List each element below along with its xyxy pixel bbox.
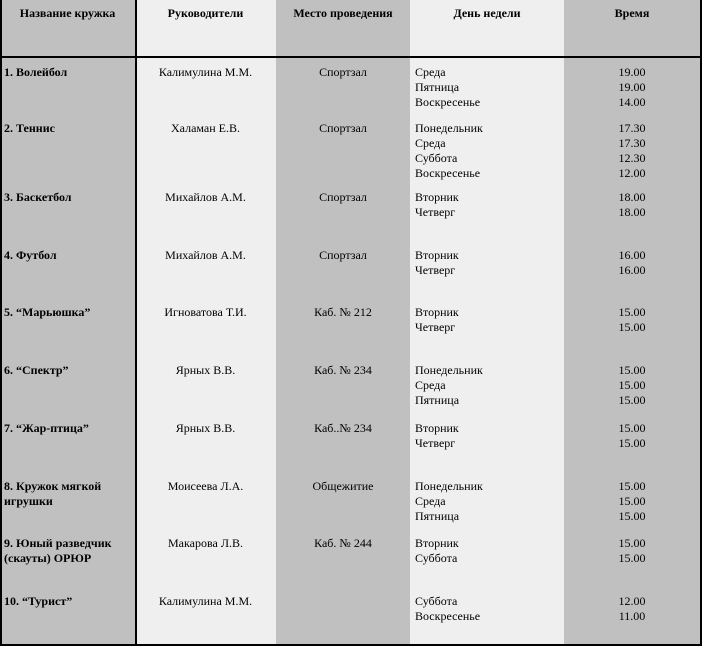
club-place: Спортзал	[319, 65, 367, 79]
club-name: 10. “Турист”	[4, 594, 73, 608]
club-place: Каб. № 244	[314, 536, 372, 550]
club-days: Суббота Воскресенье	[415, 594, 481, 623]
club-place: Каб. № 234	[314, 363, 372, 377]
club-leader: Калимулина М.М.	[158, 65, 253, 79]
club-leader: Михайлов А.М.	[165, 190, 246, 204]
header-leader: Руководители	[167, 6, 244, 20]
club-times: 15.00 15.00 15.00	[618, 363, 646, 407]
club-name: 9. Юный разведчик (скауты) ОРЮР	[4, 536, 112, 565]
club-leader: Игноватова Т.И.	[164, 305, 247, 319]
club-days: Понедельник Среда Суббота Воскресенье	[415, 121, 483, 180]
club-name: 2. Теннис	[4, 121, 55, 135]
club-days: Вторник Четверг	[415, 190, 459, 219]
club-leader: Макарова Л.В.	[168, 536, 243, 550]
club-place: Каб..№ 234	[314, 421, 372, 435]
header-day: День недели	[453, 6, 521, 20]
club-name: 3. Баскетбол	[4, 190, 72, 204]
club-name: 6. “Спектр”	[4, 363, 69, 377]
club-leader: Калимулина М.М.	[158, 594, 253, 608]
club-days: Вторник Четверг	[415, 421, 459, 450]
header-time: Время	[614, 6, 650, 20]
club-times: 17.30 17.30 12.30 12.00	[618, 121, 646, 180]
club-times: 12.00 11.00	[618, 594, 646, 623]
club-days: Среда Пятница Воскресенье	[415, 65, 481, 109]
club-times: 15.00 15.00	[618, 305, 646, 334]
club-place: Спортзал	[319, 248, 367, 262]
club-leader: Халаман Е.В.	[170, 121, 240, 135]
club-leader: Михайлов А.М.	[165, 248, 246, 262]
header-place: Место проведения	[293, 6, 393, 20]
club-name: 5. “Марьюшка”	[4, 305, 91, 319]
table-bottom-border	[0, 644, 701, 646]
club-place: Общежитие	[312, 479, 374, 493]
club-place: Спортзал	[319, 121, 367, 135]
club-place: Каб. № 212	[314, 305, 372, 319]
club-days: Вторник Четверг	[415, 305, 459, 334]
header-name: Название кружка	[19, 6, 116, 20]
club-name: 7. “Жар-птица”	[4, 421, 89, 435]
club-name: 8. Кружок мягкой игрушки	[4, 479, 102, 508]
club-times: 15.00 15.00 15.00	[618, 479, 646, 523]
club-times: 15.00 15.00	[618, 536, 646, 565]
club-place: Спортзал	[319, 190, 367, 204]
club-leader: Ярных В.В.	[175, 363, 236, 377]
header-divider	[0, 56, 701, 58]
club-times: 19.00 19.00 14.00	[618, 65, 646, 109]
club-name: 1. Волейбол	[4, 65, 68, 79]
club-name: 4. Футбол	[4, 248, 57, 262]
club-leader: Ярных В.В.	[175, 421, 236, 435]
club-days: Понедельник Среда Пятница	[415, 363, 483, 407]
club-days: Вторник Суббота	[415, 536, 459, 565]
club-days: Понедельник Среда Пятница	[415, 479, 483, 523]
club-times: 15.00 15.00	[618, 421, 646, 450]
club-days: Вторник Четверг	[415, 248, 459, 277]
club-times: 18.00 18.00	[618, 190, 646, 219]
club-times: 16.00 16.00	[618, 248, 646, 277]
club-leader: Моисеева Л.А.	[167, 479, 244, 493]
